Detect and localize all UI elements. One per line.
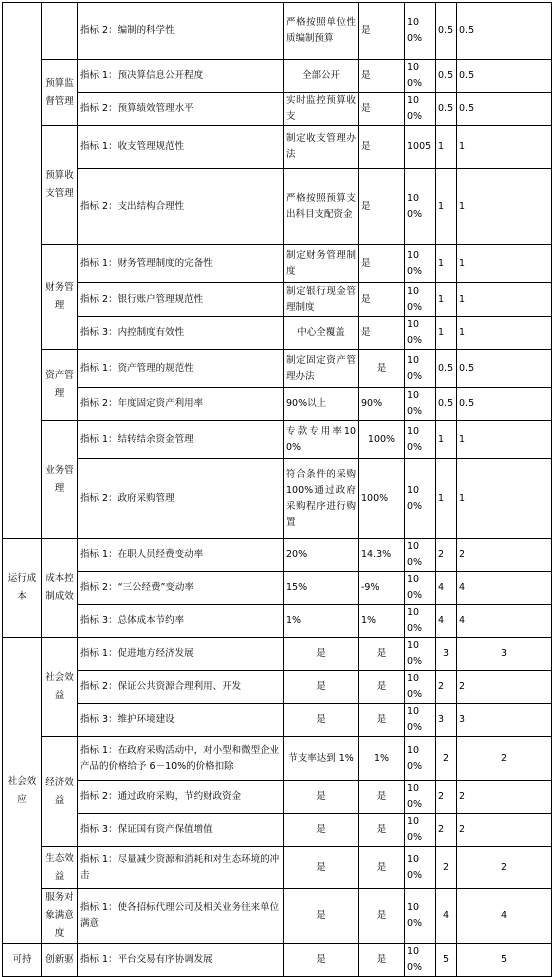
actual-cell: 是 [359, 169, 405, 245]
completion-cell: 100% [405, 539, 436, 572]
target-cell: 90%以上 [284, 388, 359, 421]
table-row [3, 638, 552, 671]
weight-cell: 1 [436, 169, 457, 245]
score-cell: 0.5 [457, 93, 552, 126]
weight-cell: 4 [436, 572, 457, 605]
score-cell: 1 [457, 459, 552, 539]
actual-cell: 是 [359, 704, 405, 737]
target-cell: 严格按照预算支出科目支配资金 [284, 169, 359, 245]
table-row [3, 671, 552, 704]
weight-cell: 0.5 [436, 350, 457, 388]
completion-cell: 100% [405, 638, 436, 671]
completion-cell: 100% [405, 350, 436, 388]
completion-cell: 100% [405, 169, 436, 245]
score-cell: 0.5 [457, 60, 552, 93]
weight-cell: 4 [436, 889, 457, 944]
score-cell: 0.5 [457, 3, 552, 60]
table-row [3, 350, 552, 388]
indicator-cell: 指标 2：年度固定资产利用率 [78, 388, 284, 421]
target-cell: 实时监控预算收支 [284, 93, 359, 126]
completion-cell: 100% [405, 847, 436, 889]
weight-cell: 5 [436, 944, 457, 977]
level2-cell: 成本控制成效 [42, 539, 78, 638]
score-cell: 2 [457, 847, 552, 889]
actual-cell: 是 [359, 671, 405, 704]
level1-cell: 可持 [3, 944, 42, 977]
completion-cell: 100% [405, 944, 436, 977]
score-cell: 1 [457, 283, 552, 317]
indicator-cell: 指标 1：平台交易有序协调发展 [78, 944, 284, 977]
score-cell: 1 [457, 317, 552, 350]
weight-cell: 2 [436, 539, 457, 572]
completion-cell: 100% [405, 317, 436, 350]
indicator-cell: 指标 1：预决算信息公开程度 [78, 60, 284, 93]
indicator-cell: 指标 1：结转结余资金管理 [78, 421, 284, 459]
level2-cell: 社会效益 [42, 638, 78, 737]
actual-cell: 是 [359, 283, 405, 317]
indicator-cell: 指标 1：资产管理的规范性 [78, 350, 284, 388]
actual-cell: 是 [359, 847, 405, 889]
actual-cell: 是 [359, 317, 405, 350]
table-row [3, 388, 552, 421]
weight-cell: 2 [436, 737, 457, 781]
table-row [3, 704, 552, 737]
actual-cell: 是 [359, 350, 405, 388]
completion-cell: 100% [405, 60, 436, 93]
target-cell: 节支率达到 1% [284, 737, 359, 781]
completion-cell: 100% [405, 459, 436, 539]
target-cell: 符合条件的采购 100%通过政府采购程序进行购置 [284, 459, 359, 539]
target-cell: 严格按照单位性质编制预算 [284, 3, 359, 60]
score-cell: 4 [457, 605, 552, 638]
target-cell: 专款专用率100% [284, 421, 359, 459]
table-row [3, 93, 552, 126]
score-cell: 1 [457, 245, 552, 283]
score-cell: 0.5 [457, 388, 552, 421]
weight-cell: 1 [436, 459, 457, 539]
indicator-cell: 指标 1：使各招标代理公司及相关业务往来单位满意 [78, 889, 284, 944]
level2-cell: 预算监督管理 [42, 60, 78, 126]
weight-cell: 3 [436, 704, 457, 737]
indicator-cell: 指标 2：银行账户管理规范性 [78, 283, 284, 317]
target-cell: 1% [284, 605, 359, 638]
indicator-cell: 指标 3：总体成本节约率 [78, 605, 284, 638]
level2-cell: 生态效益 [42, 847, 78, 889]
score-cell: 2 [457, 539, 552, 572]
indicator-cell: 指标 1：收支管理规范性 [78, 126, 284, 169]
actual-cell: 是 [359, 245, 405, 283]
weight-cell: 1 [436, 126, 457, 169]
level2-cell [42, 3, 78, 60]
actual-cell: -9% [359, 572, 405, 605]
score-cell: 2 [457, 671, 552, 704]
completion-cell: 100% [405, 388, 436, 421]
target-cell: 中心全覆盖 [284, 317, 359, 350]
level2-cell: 预算收支管理 [42, 126, 78, 245]
actual-cell: 1% [359, 605, 405, 638]
target-cell: 是 [284, 847, 359, 889]
completion-cell: 100% [405, 283, 436, 317]
weight-cell: 0.5 [436, 93, 457, 126]
table-row [3, 572, 552, 605]
table-row [3, 126, 552, 169]
score-cell: 0.5 [457, 350, 552, 388]
table-row [3, 737, 552, 781]
weight-cell: 0.5 [436, 388, 457, 421]
actual-cell: 100% [359, 459, 405, 539]
completion-cell: 100% [405, 671, 436, 704]
level1-cell: 社会效应 [3, 638, 42, 944]
level2-cell: 服务对象满意度 [42, 889, 78, 944]
actual-cell: 100% [359, 421, 405, 459]
score-cell: 1 [457, 421, 552, 459]
weight-cell: 4 [436, 605, 457, 638]
target-cell: 20% [284, 539, 359, 572]
target-cell: 是 [284, 944, 359, 977]
indicator-cell: 指标 3：内控制度有效性 [78, 317, 284, 350]
actual-cell: 是 [359, 126, 405, 169]
level1-cell: 运行成本 [3, 539, 42, 638]
indicator-cell: 指标 2：政府采购管理 [78, 459, 284, 539]
indicator-cell: 指标 1：在政府采购活动中，对小型和微型企业产品的价格给予 6－10%的价格扣除 [78, 737, 284, 781]
indicator-cell: 指标 2：保证公共资源合理利用、开发 [78, 671, 284, 704]
table-row [3, 889, 552, 944]
table-row [3, 781, 552, 814]
indicator-cell: 指标 1：促进地方经济发展 [78, 638, 284, 671]
indicator-cell: 指标 2：预算绩效管理水平 [78, 93, 284, 126]
weight-cell: 1 [436, 283, 457, 317]
completion-cell: 1005 [405, 126, 436, 169]
table-row [3, 60, 552, 93]
target-cell: 是 [284, 704, 359, 737]
target-cell: 制定收支管理办法 [284, 126, 359, 169]
actual-cell: 是 [359, 781, 405, 814]
score-cell: 2 [457, 814, 552, 847]
actual-cell: 1% [359, 737, 405, 781]
indicator-cell: 指标 2：支出结构合理性 [78, 169, 284, 245]
indicator-cell: 指标 3：维护环境建设 [78, 704, 284, 737]
table-row [3, 944, 552, 977]
score-cell: 1 [457, 126, 552, 169]
score-cell: 3 [457, 704, 552, 737]
actual-cell: 是 [359, 889, 405, 944]
completion-cell: 100% [405, 814, 436, 847]
score-cell: 1 [457, 169, 552, 245]
score-cell: 4 [457, 889, 552, 944]
target-cell: 是 [284, 671, 359, 704]
actual-cell: 是 [359, 93, 405, 126]
weight-cell: 2 [436, 847, 457, 889]
completion-cell: 100% [405, 245, 436, 283]
table-row [3, 317, 552, 350]
actual-cell: 90% [359, 388, 405, 421]
indicator-cell: 指标 1：在职人员经费变动率 [78, 539, 284, 572]
table-row [3, 459, 552, 539]
indicator-cell: 指标 1：财务管理制度的完备性 [78, 245, 284, 283]
indicator-cell: 指标 2：编制的科学性 [78, 3, 284, 60]
indicator-cell: 指标 2：通过政府采购，节约财政资金 [78, 781, 284, 814]
weight-cell: 1 [436, 245, 457, 283]
target-cell: 是 [284, 889, 359, 944]
target-cell: 制定银行现金管理制度 [284, 283, 359, 317]
completion-cell: 100% [405, 421, 436, 459]
level2-cell: 财务管理 [42, 245, 78, 350]
table-row [3, 539, 552, 572]
level2-cell: 创新驱 [42, 944, 78, 977]
target-cell: 全部公开 [284, 60, 359, 93]
weight-cell: 0.5 [436, 60, 457, 93]
weight-cell: 2 [436, 814, 457, 847]
completion-cell: 100% [405, 93, 436, 126]
indicator-cell: 指标 1：尽量减少资源和消耗和对生态环境的冲击 [78, 847, 284, 889]
score-cell: 5 [457, 944, 552, 977]
level1-cell [3, 3, 42, 539]
actual-cell: 是 [359, 60, 405, 93]
completion-cell: 100% [405, 889, 436, 944]
actual-cell: 是 [359, 638, 405, 671]
target-cell: 15% [284, 572, 359, 605]
indicator-cell: 指标 3：保证国有资产保值增值 [78, 814, 284, 847]
table-row [3, 3, 552, 60]
table-row [3, 421, 552, 459]
weight-cell: 1 [436, 421, 457, 459]
completion-cell: 100% [405, 704, 436, 737]
target-cell: 是 [284, 814, 359, 847]
completion-cell: 100% [405, 572, 436, 605]
weight-cell: 0.5 [436, 3, 457, 60]
target-cell: 是 [284, 781, 359, 814]
score-cell: 3 [457, 638, 552, 671]
indicator-cell: 指标 2：“三公经费”变动率 [78, 572, 284, 605]
score-cell: 2 [457, 737, 552, 781]
table-row [3, 283, 552, 317]
target-cell: 是 [284, 638, 359, 671]
table-row [3, 245, 552, 283]
actual-cell: 是 [359, 3, 405, 60]
target-cell: 制定财务管理制度 [284, 245, 359, 283]
score-cell: 4 [457, 572, 552, 605]
completion-cell: 100% [405, 781, 436, 814]
completion-cell: 100% [405, 737, 436, 781]
weight-cell: 1 [436, 317, 457, 350]
target-cell: 制定固定资产管理办法 [284, 350, 359, 388]
table-row [3, 847, 552, 889]
actual-cell: 14.3% [359, 539, 405, 572]
level2-cell: 资产管理 [42, 350, 78, 421]
completion-cell: 100% [405, 3, 436, 60]
completion-cell: 100% [405, 605, 436, 638]
weight-cell: 2 [436, 781, 457, 814]
performance-table [2, 2, 552, 977]
table-row [3, 605, 552, 638]
table-row [3, 169, 552, 245]
level2-cell: 经济效益 [42, 737, 78, 847]
actual-cell: 是 [359, 814, 405, 847]
weight-cell: 2 [436, 671, 457, 704]
level2-cell: 业务管理 [42, 421, 78, 539]
weight-cell: 3 [436, 638, 457, 671]
actual-cell: 是 [359, 944, 405, 977]
score-cell: 2 [457, 781, 552, 814]
table-row [3, 814, 552, 847]
